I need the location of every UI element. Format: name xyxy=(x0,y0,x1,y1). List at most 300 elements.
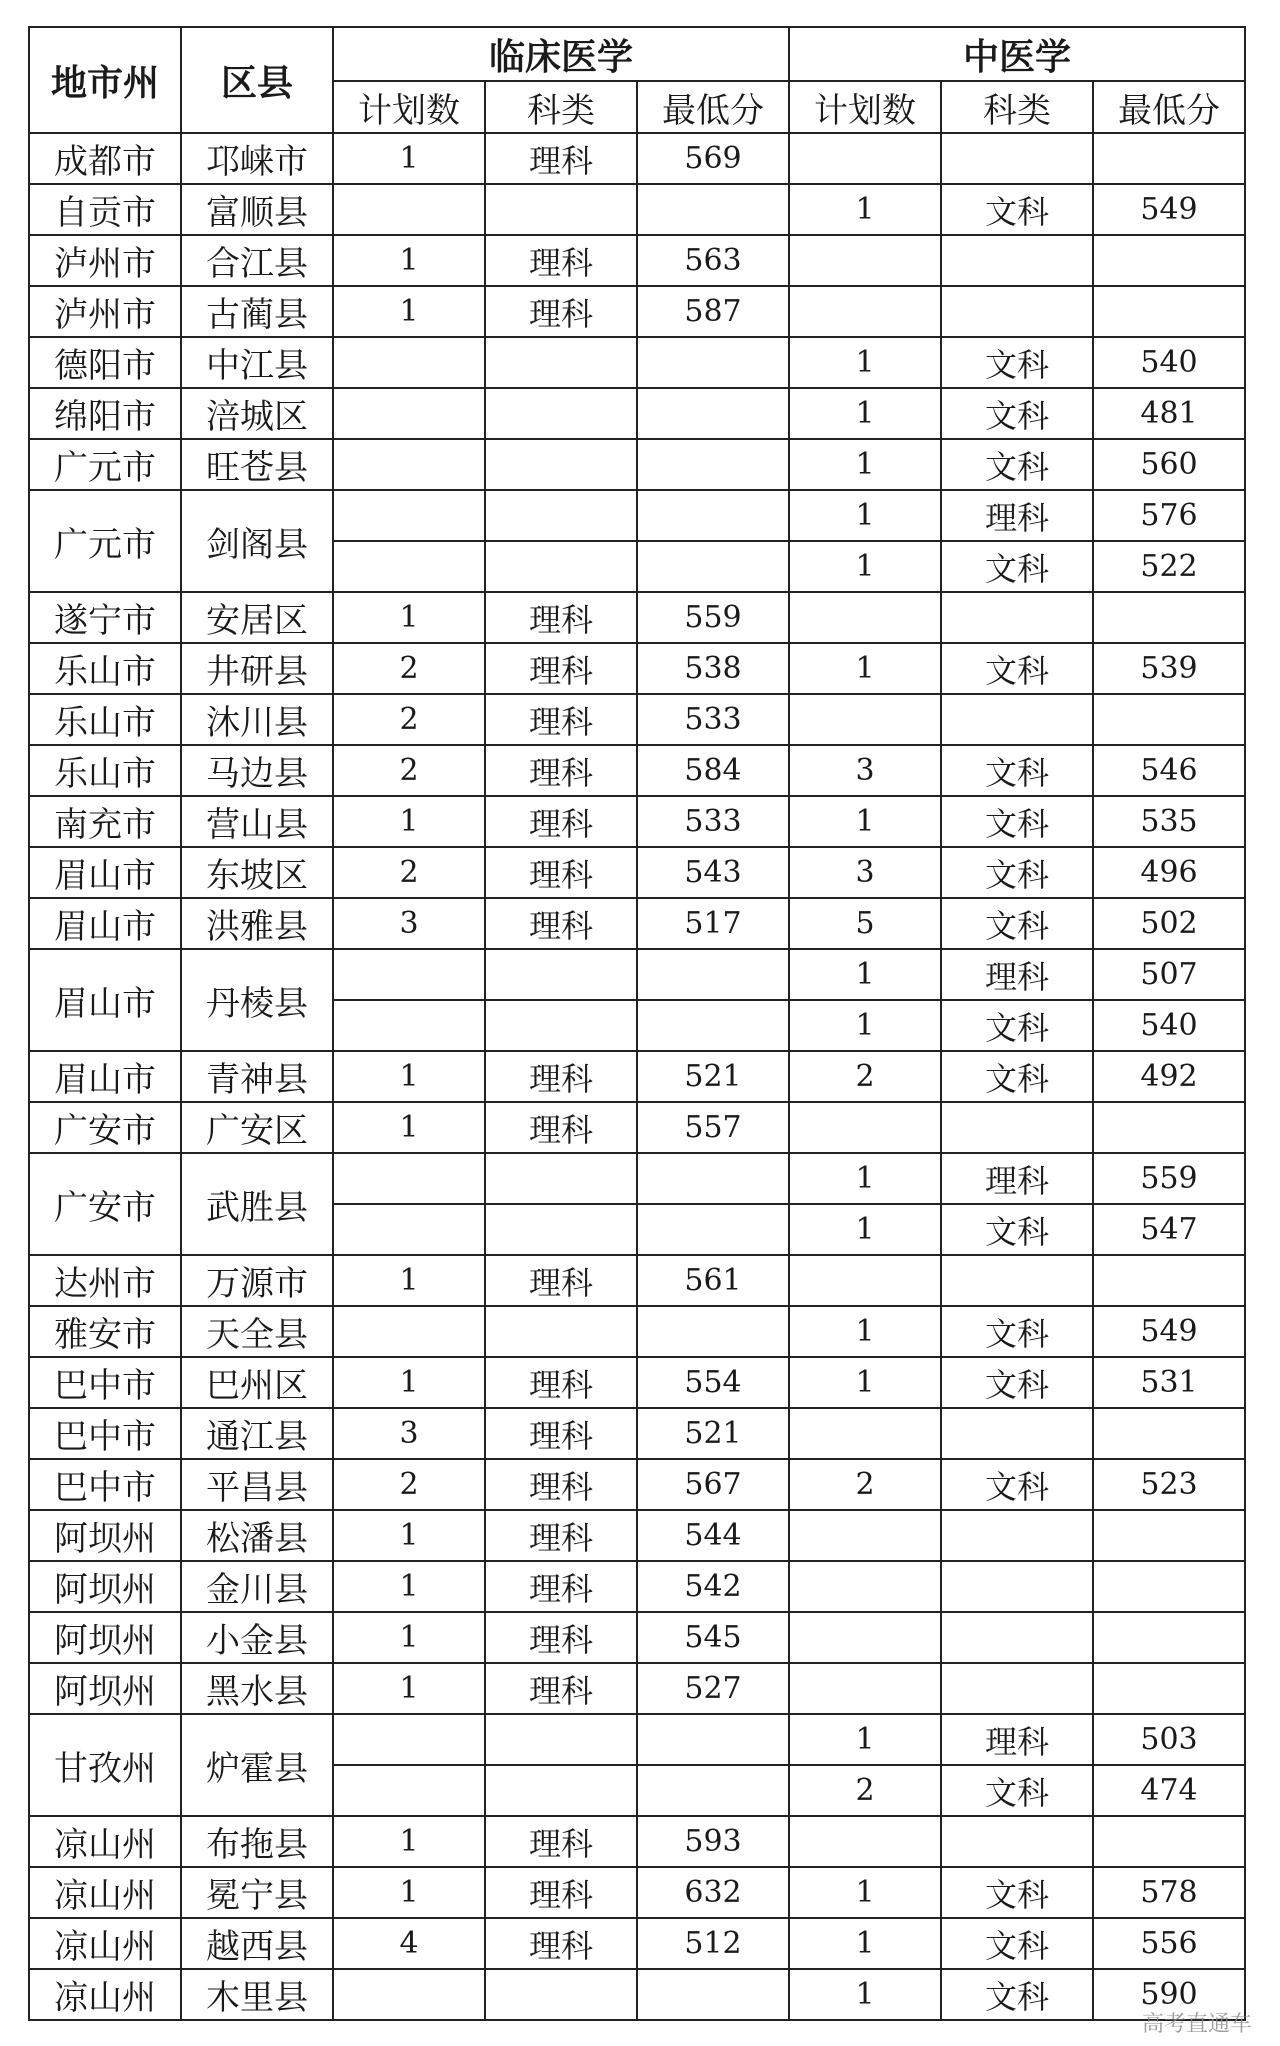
clinical-min-score-cell xyxy=(637,1714,789,1765)
county-cell: 马边县 xyxy=(181,745,333,796)
county-cell: 平昌县 xyxy=(181,1459,333,1510)
tcm-subject-type-cell xyxy=(941,1408,1093,1459)
clinical-plan-count-cell: 2 xyxy=(333,694,485,745)
clinical-plan-count-cell: 1 xyxy=(333,1561,485,1612)
city-cell: 巴中市 xyxy=(29,1357,181,1408)
clinical-subject-type-cell: 理科 xyxy=(485,592,637,643)
table-row xyxy=(29,592,1245,643)
county-cell: 沐川县 xyxy=(181,694,333,745)
tcm-subject-type-cell: 文科 xyxy=(941,1000,1093,1051)
tcm-min-score-cell: 560 xyxy=(1093,439,1245,490)
clinical-min-score-cell: 632 xyxy=(637,1867,789,1918)
county-cell: 巴州区 xyxy=(181,1357,333,1408)
tcm-min-score-cell xyxy=(1093,1663,1245,1714)
table-row xyxy=(29,1969,1245,2020)
clinical-plan-count-cell: 2 xyxy=(333,847,485,898)
tcm-min-score-cell xyxy=(1093,694,1245,745)
clinical-plan-count-cell: 4 xyxy=(333,1918,485,1969)
clinical-min-score-cell: 538 xyxy=(637,643,789,694)
tcm-plan-count-cell xyxy=(789,1255,941,1306)
tcm-plan-count-cell: 1 xyxy=(789,439,941,490)
clinical-subject-type-cell xyxy=(485,184,637,235)
tcm-min-score-cell: 549 xyxy=(1093,1306,1245,1357)
tcm-plan-count-cell xyxy=(789,1408,941,1459)
tcm-plan-count-cell: 1 xyxy=(789,796,941,847)
tcm-subject-type-cell xyxy=(941,1255,1093,1306)
tcm-plan-count-cell: 1 xyxy=(789,388,941,439)
tcm-plan-count-cell: 1 xyxy=(789,337,941,388)
header-subject-type: 科类 xyxy=(941,81,1093,133)
tcm-plan-count-cell xyxy=(789,1816,941,1867)
tcm-plan-count-cell xyxy=(789,1561,941,1612)
tcm-subject-type-cell: 文科 xyxy=(941,745,1093,796)
city-cell: 德阳市 xyxy=(29,337,181,388)
tcm-min-score-cell: 502 xyxy=(1093,898,1245,949)
tcm-subject-type-cell xyxy=(941,1510,1093,1561)
county-cell: 万源市 xyxy=(181,1255,333,1306)
tcm-subject-type-cell xyxy=(941,1102,1093,1153)
tcm-min-score-cell xyxy=(1093,1408,1245,1459)
table-row xyxy=(29,847,1245,898)
clinical-subject-type-cell: 理科 xyxy=(485,1408,637,1459)
clinical-min-score-cell xyxy=(637,1969,789,2020)
tcm-min-score-cell: 540 xyxy=(1093,1000,1245,1051)
county-cell: 剑阁县 xyxy=(181,490,333,592)
table-row xyxy=(29,949,1245,1000)
clinical-subject-type-cell xyxy=(485,388,637,439)
table-row xyxy=(29,796,1245,847)
tcm-subject-type-cell: 理科 xyxy=(941,490,1093,541)
clinical-subject-type-cell: 理科 xyxy=(485,1255,637,1306)
table-row xyxy=(29,1918,1245,1969)
tcm-subject-type-cell xyxy=(941,1561,1093,1612)
tcm-plan-count-cell: 2 xyxy=(789,1765,941,1816)
clinical-plan-count-cell xyxy=(333,337,485,388)
county-cell: 涪城区 xyxy=(181,388,333,439)
table-row xyxy=(29,643,1245,694)
clinical-subject-type-cell: 理科 xyxy=(485,1918,637,1969)
tcm-subject-type-cell: 文科 xyxy=(941,1306,1093,1357)
clinical-min-score-cell: 521 xyxy=(637,1408,789,1459)
tcm-subject-type-cell: 文科 xyxy=(941,1051,1093,1102)
tcm-subject-type-cell: 文科 xyxy=(941,1765,1093,1816)
county-cell: 广安区 xyxy=(181,1102,333,1153)
tcm-plan-count-cell xyxy=(789,1612,941,1663)
clinical-min-score-cell: 544 xyxy=(637,1510,789,1561)
tcm-min-score-cell: 576 xyxy=(1093,490,1245,541)
table-row xyxy=(29,1051,1245,1102)
table-row xyxy=(29,286,1245,337)
clinical-subject-type-cell xyxy=(485,1765,637,1816)
tcm-subject-type-cell xyxy=(941,1816,1093,1867)
clinical-plan-count-cell xyxy=(333,949,485,1000)
tcm-min-score-cell xyxy=(1093,1255,1245,1306)
table-row xyxy=(29,1612,1245,1663)
clinical-min-score-cell: 554 xyxy=(637,1357,789,1408)
county-cell: 天全县 xyxy=(181,1306,333,1357)
county-cell: 通江县 xyxy=(181,1408,333,1459)
county-cell: 东坡区 xyxy=(181,847,333,898)
clinical-subject-type-cell: 理科 xyxy=(485,1102,637,1153)
clinical-plan-count-cell xyxy=(333,1204,485,1255)
table-row xyxy=(29,1255,1245,1306)
county-cell: 洪雅县 xyxy=(181,898,333,949)
tcm-min-score-cell xyxy=(1093,1816,1245,1867)
clinical-min-score-cell: 533 xyxy=(637,694,789,745)
clinical-min-score-cell: 593 xyxy=(637,1816,789,1867)
table-row xyxy=(29,439,1245,490)
county-cell: 邛崃市 xyxy=(181,133,333,184)
clinical-subject-type-cell: 理科 xyxy=(485,898,637,949)
county-cell: 小金县 xyxy=(181,1612,333,1663)
tcm-subject-type-cell: 文科 xyxy=(941,1204,1093,1255)
county-cell: 丹棱县 xyxy=(181,949,333,1051)
tcm-subject-type-cell: 文科 xyxy=(941,439,1093,490)
clinical-min-score-cell xyxy=(637,490,789,541)
table-row xyxy=(29,337,1245,388)
clinical-min-score-cell: 563 xyxy=(637,235,789,286)
clinical-plan-count-cell xyxy=(333,541,485,592)
clinical-min-score-cell: 517 xyxy=(637,898,789,949)
county-cell: 旺苍县 xyxy=(181,439,333,490)
clinical-subject-type-cell: 理科 xyxy=(485,1867,637,1918)
clinical-min-score-cell xyxy=(637,1765,789,1816)
clinical-subject-type-cell xyxy=(485,1969,637,2020)
city-cell: 自贡市 xyxy=(29,184,181,235)
tcm-plan-count-cell: 2 xyxy=(789,1051,941,1102)
city-cell: 阿坝州 xyxy=(29,1612,181,1663)
tcm-plan-count-cell xyxy=(789,133,941,184)
table-row xyxy=(29,1153,1245,1204)
clinical-min-score-cell: 527 xyxy=(637,1663,789,1714)
clinical-plan-count-cell xyxy=(333,1714,485,1765)
tcm-subject-type-cell: 文科 xyxy=(941,1357,1093,1408)
table-row xyxy=(29,1102,1245,1153)
header-plan-count: 计划数 xyxy=(333,81,485,133)
clinical-plan-count-cell xyxy=(333,1000,485,1051)
clinical-subject-type-cell: 理科 xyxy=(485,643,637,694)
tcm-subject-type-cell: 文科 xyxy=(941,388,1093,439)
clinical-plan-count-cell xyxy=(333,1306,485,1357)
tcm-subject-type-cell: 文科 xyxy=(941,541,1093,592)
clinical-plan-count-cell: 1 xyxy=(333,1867,485,1918)
clinical-subject-type-cell xyxy=(485,1153,637,1204)
table-row xyxy=(29,388,1245,439)
tcm-min-score-cell: 523 xyxy=(1093,1459,1245,1510)
table-row xyxy=(29,184,1245,235)
city-cell: 乐山市 xyxy=(29,745,181,796)
clinical-plan-count-cell xyxy=(333,1153,485,1204)
table-row xyxy=(29,1459,1245,1510)
city-cell: 泸州市 xyxy=(29,286,181,337)
clinical-plan-count-cell: 1 xyxy=(333,796,485,847)
tcm-min-score-cell: 492 xyxy=(1093,1051,1245,1102)
clinical-plan-count-cell: 1 xyxy=(333,1816,485,1867)
clinical-min-score-cell xyxy=(637,388,789,439)
table-row xyxy=(29,1510,1245,1561)
clinical-min-score-cell: 512 xyxy=(637,1918,789,1969)
tcm-min-score-cell: 559 xyxy=(1093,1153,1245,1204)
table-row xyxy=(29,235,1245,286)
county-cell: 木里县 xyxy=(181,1969,333,2020)
tcm-min-score-cell: 590 xyxy=(1093,1969,1245,2020)
tcm-subject-type-cell: 文科 xyxy=(941,1459,1093,1510)
clinical-subject-type-cell xyxy=(485,1204,637,1255)
city-cell: 眉山市 xyxy=(29,898,181,949)
clinical-min-score-cell xyxy=(637,1000,789,1051)
clinical-min-score-cell xyxy=(637,1153,789,1204)
tcm-min-score-cell: 522 xyxy=(1093,541,1245,592)
clinical-plan-count-cell: 2 xyxy=(333,1459,485,1510)
clinical-min-score-cell xyxy=(637,184,789,235)
county-cell: 合江县 xyxy=(181,235,333,286)
clinical-plan-count-cell: 1 xyxy=(333,1663,485,1714)
tcm-plan-count-cell: 1 xyxy=(789,541,941,592)
table-row xyxy=(29,490,1245,541)
tcm-plan-count-cell: 1 xyxy=(789,1306,941,1357)
header-county: 区县 xyxy=(181,27,333,133)
clinical-subject-type-cell: 理科 xyxy=(485,1459,637,1510)
tcm-min-score-cell: 578 xyxy=(1093,1867,1245,1918)
city-cell: 巴中市 xyxy=(29,1459,181,1510)
clinical-min-score-cell: 521 xyxy=(637,1051,789,1102)
tcm-subject-type-cell xyxy=(941,694,1093,745)
tcm-plan-count-cell xyxy=(789,1102,941,1153)
clinical-min-score-cell: 542 xyxy=(637,1561,789,1612)
city-cell: 绵阳市 xyxy=(29,388,181,439)
clinical-subject-type-cell: 理科 xyxy=(485,1357,637,1408)
clinical-min-score-cell: 559 xyxy=(637,592,789,643)
city-cell: 凉山州 xyxy=(29,1816,181,1867)
tcm-plan-count-cell: 1 xyxy=(789,184,941,235)
county-cell: 古蔺县 xyxy=(181,286,333,337)
county-cell: 松潘县 xyxy=(181,1510,333,1561)
city-cell: 凉山州 xyxy=(29,1867,181,1918)
clinical-min-score-cell xyxy=(637,337,789,388)
watermark: 高考直通车 xyxy=(1141,2012,1252,2037)
county-cell: 冕宁县 xyxy=(181,1867,333,1918)
header-min-score: 最低分 xyxy=(1093,81,1245,133)
clinical-subject-type-cell: 理科 xyxy=(485,694,637,745)
tcm-min-score-cell: 481 xyxy=(1093,388,1245,439)
clinical-subject-type-cell: 理科 xyxy=(485,286,637,337)
clinical-subject-type-cell: 理科 xyxy=(485,796,637,847)
clinical-min-score-cell: 557 xyxy=(637,1102,789,1153)
city-cell: 乐山市 xyxy=(29,643,181,694)
clinical-plan-count-cell xyxy=(333,388,485,439)
city-cell: 眉山市 xyxy=(29,949,181,1051)
clinical-subject-type-cell: 理科 xyxy=(485,1561,637,1612)
city-cell: 雅安市 xyxy=(29,1306,181,1357)
tcm-subject-type-cell xyxy=(941,1663,1093,1714)
tcm-plan-count-cell: 1 xyxy=(789,1969,941,2020)
clinical-subject-type-cell xyxy=(485,949,637,1000)
clinical-plan-count-cell: 1 xyxy=(333,1102,485,1153)
tcm-subject-type-cell: 文科 xyxy=(941,847,1093,898)
city-cell: 巴中市 xyxy=(29,1408,181,1459)
tcm-plan-count-cell: 1 xyxy=(789,1357,941,1408)
tcm-subject-type-cell xyxy=(941,592,1093,643)
clinical-min-score-cell xyxy=(637,949,789,1000)
city-cell: 达州市 xyxy=(29,1255,181,1306)
header-city: 地市州 xyxy=(29,27,181,133)
header-min-score: 最低分 xyxy=(637,81,789,133)
clinical-subject-type-cell: 理科 xyxy=(485,1510,637,1561)
tcm-subject-type-cell: 文科 xyxy=(941,1918,1093,1969)
city-cell: 凉山州 xyxy=(29,1969,181,2020)
tcm-plan-count-cell: 2 xyxy=(789,1459,941,1510)
county-cell: 越西县 xyxy=(181,1918,333,1969)
city-cell: 眉山市 xyxy=(29,1051,181,1102)
clinical-plan-count-cell: 1 xyxy=(333,1612,485,1663)
clinical-subject-type-cell xyxy=(485,490,637,541)
table-row xyxy=(29,1357,1245,1408)
admission-score-table xyxy=(28,26,1246,2021)
clinical-subject-type-cell: 理科 xyxy=(485,1612,637,1663)
tcm-plan-count-cell: 1 xyxy=(789,1000,941,1051)
tcm-plan-count-cell: 3 xyxy=(789,745,941,796)
clinical-subject-type-cell: 理科 xyxy=(485,1663,637,1714)
clinical-plan-count-cell: 2 xyxy=(333,745,485,796)
tcm-plan-count-cell: 1 xyxy=(789,1153,941,1204)
clinical-subject-type-cell: 理科 xyxy=(485,235,637,286)
header-plan-count: 计划数 xyxy=(789,81,941,133)
clinical-subject-type-cell: 理科 xyxy=(485,847,637,898)
clinical-subject-type-cell: 理科 xyxy=(485,133,637,184)
clinical-min-score-cell: 533 xyxy=(637,796,789,847)
clinical-subject-type-cell xyxy=(485,337,637,388)
clinical-plan-count-cell: 3 xyxy=(333,898,485,949)
county-cell: 安居区 xyxy=(181,592,333,643)
table-row xyxy=(29,133,1245,184)
tcm-plan-count-cell: 5 xyxy=(789,898,941,949)
city-cell: 广安市 xyxy=(29,1153,181,1255)
clinical-plan-count-cell: 1 xyxy=(333,286,485,337)
table-row xyxy=(29,1714,1245,1765)
clinical-min-score-cell xyxy=(637,1306,789,1357)
tcm-subject-type-cell: 理科 xyxy=(941,1714,1093,1765)
tcm-min-score-cell xyxy=(1093,1510,1245,1561)
table-body xyxy=(29,133,1245,2020)
clinical-plan-count-cell: 1 xyxy=(333,592,485,643)
clinical-min-score-cell xyxy=(637,1204,789,1255)
clinical-plan-count-cell xyxy=(333,184,485,235)
tcm-plan-count-cell: 1 xyxy=(789,949,941,1000)
clinical-min-score-cell: 587 xyxy=(637,286,789,337)
header-group-clinical-medicine: 临床医学 xyxy=(333,27,789,81)
table-row xyxy=(29,1663,1245,1714)
tcm-min-score-cell: 546 xyxy=(1093,745,1245,796)
table-row xyxy=(29,1306,1245,1357)
clinical-plan-count-cell: 1 xyxy=(333,133,485,184)
clinical-subject-type-cell: 理科 xyxy=(485,1051,637,1102)
table-row xyxy=(29,1816,1245,1867)
tcm-min-score-cell: 540 xyxy=(1093,337,1245,388)
tcm-subject-type-cell: 理科 xyxy=(941,949,1093,1000)
city-cell: 广元市 xyxy=(29,490,181,592)
tcm-min-score-cell xyxy=(1093,1612,1245,1663)
tcm-plan-count-cell xyxy=(789,694,941,745)
tcm-plan-count-cell xyxy=(789,235,941,286)
tcm-min-score-cell: 474 xyxy=(1093,1765,1245,1816)
county-cell: 布拖县 xyxy=(181,1816,333,1867)
tcm-min-score-cell xyxy=(1093,592,1245,643)
tcm-subject-type-cell: 文科 xyxy=(941,1969,1093,2020)
tcm-min-score-cell: 556 xyxy=(1093,1918,1245,1969)
county-cell: 井研县 xyxy=(181,643,333,694)
tcm-min-score-cell xyxy=(1093,286,1245,337)
clinical-plan-count-cell xyxy=(333,1969,485,2020)
tcm-min-score-cell: 539 xyxy=(1093,643,1245,694)
city-cell: 广元市 xyxy=(29,439,181,490)
tcm-subject-type-cell: 文科 xyxy=(941,337,1093,388)
city-cell: 广安市 xyxy=(29,1102,181,1153)
clinical-min-score-cell xyxy=(637,439,789,490)
tcm-subject-type-cell: 文科 xyxy=(941,643,1093,694)
tcm-plan-count-cell: 1 xyxy=(789,490,941,541)
tcm-min-score-cell: 535 xyxy=(1093,796,1245,847)
tcm-min-score-cell: 549 xyxy=(1093,184,1245,235)
clinical-min-score-cell: 543 xyxy=(637,847,789,898)
clinical-min-score-cell xyxy=(637,541,789,592)
tcm-subject-type-cell: 文科 xyxy=(941,184,1093,235)
clinical-plan-count-cell: 1 xyxy=(333,235,485,286)
clinical-plan-count-cell: 1 xyxy=(333,1255,485,1306)
table-row xyxy=(29,694,1245,745)
tcm-subject-type-cell: 文科 xyxy=(941,796,1093,847)
clinical-plan-count-cell: 1 xyxy=(333,1357,485,1408)
clinical-plan-count-cell: 1 xyxy=(333,1510,485,1561)
tcm-subject-type-cell: 文科 xyxy=(941,898,1093,949)
tcm-plan-count-cell xyxy=(789,1510,941,1561)
clinical-plan-count-cell: 1 xyxy=(333,1051,485,1102)
clinical-plan-count-cell xyxy=(333,1765,485,1816)
county-cell: 中江县 xyxy=(181,337,333,388)
table-row xyxy=(29,1561,1245,1612)
county-cell: 黑水县 xyxy=(181,1663,333,1714)
county-cell: 金川县 xyxy=(181,1561,333,1612)
county-cell: 营山县 xyxy=(181,796,333,847)
tcm-min-score-cell: 531 xyxy=(1093,1357,1245,1408)
tcm-min-score-cell: 507 xyxy=(1093,949,1245,1000)
clinical-min-score-cell: 561 xyxy=(637,1255,789,1306)
table-row xyxy=(29,1867,1245,1918)
clinical-subject-type-cell xyxy=(485,1306,637,1357)
city-cell: 阿坝州 xyxy=(29,1561,181,1612)
header-group-chinese-medicine: 中医学 xyxy=(789,27,1245,81)
header-subject-type: 科类 xyxy=(485,81,637,133)
tcm-plan-count-cell xyxy=(789,1663,941,1714)
city-cell: 成都市 xyxy=(29,133,181,184)
county-cell: 武胜县 xyxy=(181,1153,333,1255)
tcm-subject-type-cell: 文科 xyxy=(941,1867,1093,1918)
tcm-min-score-cell xyxy=(1093,133,1245,184)
tcm-subject-type-cell xyxy=(941,133,1093,184)
document-page xyxy=(28,26,1246,2021)
tcm-min-score-cell: 503 xyxy=(1093,1714,1245,1765)
county-cell: 青神县 xyxy=(181,1051,333,1102)
tcm-plan-count-cell: 1 xyxy=(789,1714,941,1765)
tcm-subject-type-cell xyxy=(941,1612,1093,1663)
tcm-min-score-cell xyxy=(1093,1561,1245,1612)
county-cell: 炉霍县 xyxy=(181,1714,333,1816)
clinical-subject-type-cell xyxy=(485,439,637,490)
clinical-subject-type-cell xyxy=(485,541,637,592)
clinical-subject-type-cell xyxy=(485,1000,637,1051)
city-cell: 甘孜州 xyxy=(29,1714,181,1816)
city-cell: 阿坝州 xyxy=(29,1663,181,1714)
tcm-plan-count-cell xyxy=(789,286,941,337)
